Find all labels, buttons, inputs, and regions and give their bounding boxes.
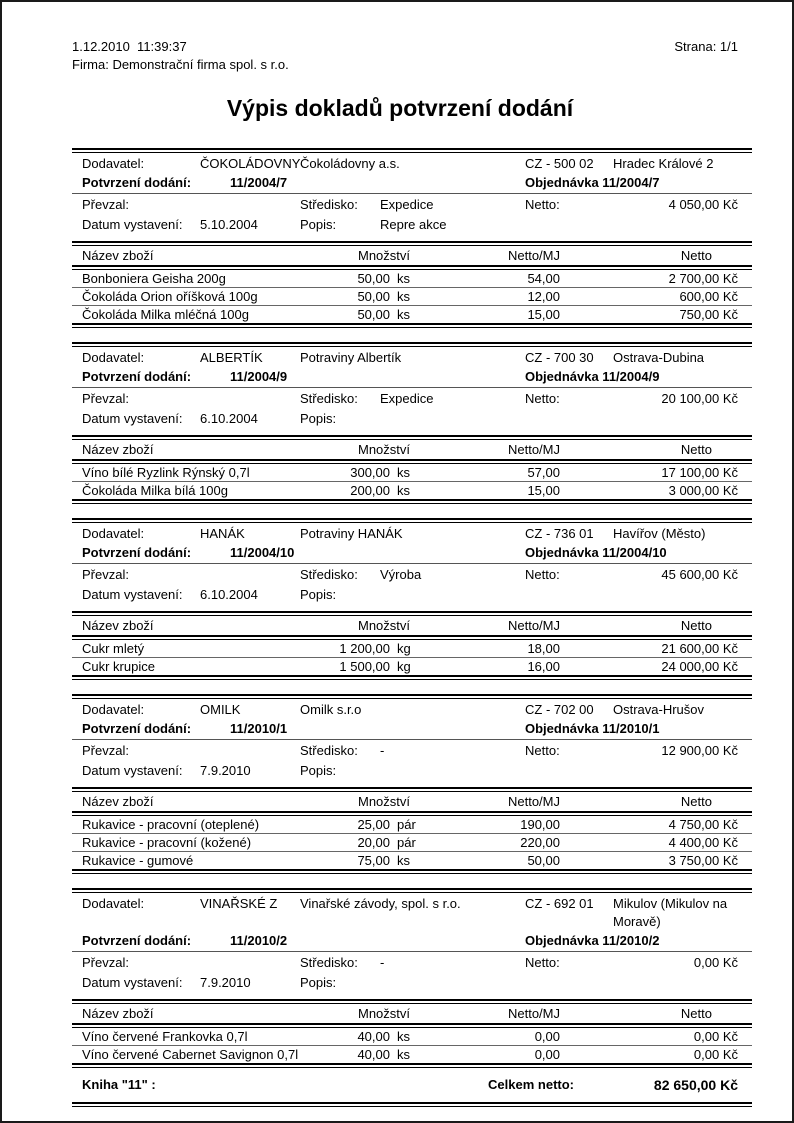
items — [72, 464, 752, 499]
prevzal-row — [72, 388, 752, 408]
table-bottom-rule — [72, 323, 752, 328]
supplier-row — [72, 893, 752, 931]
stredisko-label: Středisko: — [300, 197, 358, 212]
doc-number: 11/2004/10 — [230, 545, 295, 560]
supplier-city: Havířov (Město) — [613, 526, 706, 541]
prevzal-label: Převzal: — [82, 743, 129, 758]
item-name: Cukr mletý — [82, 641, 145, 656]
doc-label: Potvrzení dodání: — [82, 175, 192, 190]
item-netto: 750,00 Kč — [679, 307, 738, 322]
item-netto-mj: 18,00 — [527, 641, 560, 656]
table-header-row — [72, 616, 752, 635]
item-unit: ks — [397, 271, 410, 286]
item-row — [72, 657, 752, 675]
table-header-row — [72, 440, 752, 459]
stredisko-value: Výroba — [380, 567, 422, 582]
item-netto: 3 750,00 Kč — [668, 853, 738, 868]
item-name: Víno červené Cabernet Savignon 0,7l — [82, 1047, 299, 1062]
items — [72, 1028, 752, 1063]
netto-label: Netto: — [525, 197, 560, 212]
doc-row — [72, 367, 752, 387]
report-title: Výpis dokladů potvrzení dodání — [226, 95, 574, 121]
item-row — [72, 287, 752, 305]
order-number: Objednávka 11/2010/1 — [525, 721, 660, 736]
item-name: Rukavice - pracovní (oteplené) — [82, 817, 260, 832]
supplier-city: Mikulov (Mikulov na Moravě) — [613, 896, 728, 929]
item-qty: 40,00 — [357, 1029, 390, 1044]
items — [72, 640, 752, 675]
item-netto: 600,00 Kč — [679, 289, 738, 304]
item-netto: 4 400,00 Kč — [668, 835, 738, 850]
report-footer — [72, 1074, 752, 1107]
doc-number: 11/2004/7 — [230, 175, 288, 190]
doc-number: 11/2010/2 — [230, 933, 288, 948]
item-netto: 3 000,00 Kč — [668, 483, 738, 498]
item-netto: 21 600,00 Kč — [661, 641, 738, 656]
supplier-code: HANÁK — [200, 526, 245, 541]
report-header-left — [72, 38, 289, 74]
sections-container — [72, 148, 752, 1068]
prevzal-value — [200, 954, 300, 972]
item-unit: kg — [397, 659, 411, 674]
item-unit: ks — [397, 307, 410, 322]
col-header-netto: Netto — [680, 618, 712, 633]
item-unit: ks — [397, 465, 410, 480]
item-netto: 4 750,00 Kč — [668, 817, 738, 832]
supplier-postcode: CZ - 500 02 — [525, 156, 594, 171]
item-netto-mj: 15,00 — [527, 307, 560, 322]
col-header-qty: Množství — [357, 442, 410, 457]
datum-value: 6.10.2004 — [200, 411, 258, 426]
bottom-rule — [72, 1102, 752, 1107]
item-netto: 24 000,00 Kč — [661, 659, 738, 674]
item-row — [72, 270, 752, 287]
netto-label: Netto: — [525, 567, 560, 582]
supplier-postcode: CZ - 692 01 — [525, 896, 594, 911]
item-unit: pár — [397, 835, 416, 850]
netto-total: 0,00 Kč — [693, 955, 738, 970]
table-bottom-rule — [72, 499, 752, 504]
doc-label: Potvrzení dodání: — [82, 369, 192, 384]
supplier-postcode: CZ - 700 30 — [525, 350, 594, 365]
supplier-name: Vinařské závody, spol. s r.o. — [300, 896, 461, 911]
totals-row — [72, 1074, 752, 1096]
item-name: Bonboniera Geisha 200g — [82, 271, 226, 286]
item-row — [72, 833, 752, 851]
doc-label: Potvrzení dodání: — [82, 721, 192, 736]
item-unit: ks — [397, 289, 410, 304]
supplier-name: Potraviny Albertík — [300, 350, 402, 365]
col-header-netto-mj: Netto/MJ — [507, 1006, 560, 1021]
delivery-section — [72, 342, 752, 504]
col-header-qty: Množství — [357, 1006, 410, 1021]
report-header — [72, 38, 752, 74]
item-netto-mj: 190,00 — [520, 817, 560, 832]
doc-row — [72, 931, 752, 951]
stredisko-label: Středisko: — [300, 391, 358, 406]
delivery-section — [72, 694, 752, 874]
item-row — [72, 464, 752, 481]
stredisko-label: Středisko: — [300, 743, 358, 758]
item-qty: 40,00 — [357, 1047, 390, 1062]
popis-label: Popis: — [300, 975, 337, 990]
item-unit: ks — [397, 483, 410, 498]
supplier-code: VINAŘSKÉ Z — [200, 896, 278, 911]
item-name: Čokoláda Orion oříšková 100g — [82, 289, 258, 304]
items-table — [72, 241, 752, 328]
doc-label: Potvrzení dodání: — [82, 933, 192, 948]
item-netto-mj: 54,00 — [527, 271, 560, 286]
prevzal-value — [200, 566, 300, 584]
stredisko-value: - — [380, 955, 385, 970]
datum-row — [72, 408, 752, 432]
delivery-section — [72, 518, 752, 680]
supplier-code: ALBERTÍK — [200, 350, 263, 365]
item-row — [72, 816, 752, 833]
item-netto-mj: 220,00 — [520, 835, 560, 850]
netto-label: Netto: — [525, 955, 560, 970]
celkem-label: Celkem netto: — [488, 1077, 574, 1092]
supplier-row — [72, 153, 752, 173]
item-unit: pár — [397, 817, 416, 832]
page-number: Strana: 1/1 — [674, 39, 738, 54]
table-bottom-rule — [72, 1063, 752, 1068]
supplier-name: Čokoládovny a.s. — [300, 156, 400, 171]
item-unit: ks — [397, 1029, 410, 1044]
item-row — [72, 481, 752, 499]
table-header-row — [72, 246, 752, 265]
table-header-row — [72, 792, 752, 811]
col-header-qty: Množství — [357, 248, 410, 263]
celkem-value: 82 650,00 Kč — [653, 1077, 738, 1093]
item-netto-mj: 0,00 — [534, 1047, 560, 1062]
item-netto: 17 100,00 Kč — [661, 465, 738, 480]
item-qty: 50,00 — [357, 289, 390, 304]
popis-value — [380, 410, 525, 428]
item-row — [72, 305, 752, 323]
item-name: Víno červené Frankovka 0,7l — [82, 1029, 248, 1044]
col-header-qty: Množství — [357, 794, 410, 809]
supplier-label: Dodavatel: — [82, 702, 145, 717]
datum-row — [72, 760, 752, 784]
item-name: Cukr krupice — [82, 659, 155, 674]
popis-label: Popis: — [300, 217, 337, 232]
prevzal-row — [72, 740, 752, 760]
delivery-section — [72, 888, 752, 1068]
supplier-row — [72, 347, 752, 367]
stredisko-value: Expedice — [380, 197, 434, 212]
item-qty: 1 500,00 — [339, 659, 390, 674]
items-table — [72, 999, 752, 1068]
item-row — [72, 1028, 752, 1045]
prevzal-value — [200, 196, 300, 214]
item-row — [72, 1045, 752, 1063]
datum-label: Datum vystavení: — [82, 975, 183, 990]
datum-row — [72, 972, 752, 996]
order-number: Objednávka 11/2004/7 — [525, 175, 660, 190]
order-number: Objednávka 11/2004/9 — [525, 369, 660, 384]
item-name: Čokoláda Milka mléčná 100g — [82, 307, 249, 322]
prevzal-label: Převzal: — [82, 955, 129, 970]
table-bottom-rule — [72, 675, 752, 680]
popis-label: Popis: — [300, 411, 337, 426]
col-header-qty: Množství — [357, 618, 410, 633]
stredisko-label: Středisko: — [300, 567, 358, 582]
order-number: Objednávka 11/2004/10 — [525, 545, 667, 560]
datum-row — [72, 584, 752, 608]
item-row — [72, 851, 752, 869]
item-netto-mj: 50,00 — [527, 853, 560, 868]
item-netto: 0,00 Kč — [693, 1029, 738, 1044]
items-table — [72, 787, 752, 874]
kniha-label: Kniha "11" : — [82, 1077, 156, 1092]
datum-label: Datum vystavení: — [82, 587, 183, 602]
supplier-postcode: CZ - 736 01 — [525, 526, 594, 541]
item-unit: ks — [397, 853, 410, 868]
popis-value — [380, 586, 525, 604]
prevzal-value — [200, 742, 300, 760]
item-name: Rukavice - gumové — [82, 853, 194, 868]
supplier-label: Dodavatel: — [82, 526, 145, 541]
col-header-netto: Netto — [680, 248, 712, 263]
prevzal-label: Převzal: — [82, 197, 129, 212]
item-qty: 20,00 — [357, 835, 390, 850]
supplier-row — [72, 523, 752, 543]
item-qty: 50,00 — [357, 271, 390, 286]
prevzal-label: Převzal: — [82, 391, 129, 406]
datum-label: Datum vystavení: — [82, 411, 183, 426]
item-netto-mj: 0,00 — [534, 1029, 560, 1044]
supplier-name: Omilk s.r.o — [300, 702, 362, 717]
datum-label: Datum vystavení: — [82, 763, 183, 778]
col-header-name: Název zboží — [82, 794, 154, 809]
item-netto: 2 700,00 Kč — [668, 271, 738, 286]
col-header-name: Název zboží — [82, 618, 154, 633]
items — [72, 816, 752, 869]
table-header-row — [72, 1004, 752, 1023]
datum-value: 6.10.2004 — [200, 587, 258, 602]
item-qty: 25,00 — [357, 817, 390, 832]
item-qty: 1 200,00 — [339, 641, 390, 656]
col-header-netto-mj: Netto/MJ — [507, 618, 560, 633]
item-name: Čokoláda Milka bílá 100g — [82, 483, 228, 498]
doc-row — [72, 173, 752, 193]
prevzal-row — [72, 194, 752, 214]
delivery-section — [72, 148, 752, 328]
item-unit: kg — [397, 641, 411, 656]
col-header-name: Název zboží — [82, 248, 154, 263]
col-header-netto: Netto — [680, 1006, 712, 1021]
datum-value: 7.9.2010 — [200, 975, 251, 990]
netto-total: 12 900,00 Kč — [661, 743, 738, 758]
netto-total: 45 600,00 Kč — [661, 567, 738, 582]
col-header-netto: Netto — [680, 794, 712, 809]
supplier-postcode: CZ - 702 00 — [525, 702, 594, 717]
item-qty: 200,00 — [350, 483, 390, 498]
table-bottom-rule — [72, 869, 752, 874]
item-name: Rukavice - pracovní (kožené) — [82, 835, 252, 850]
item-unit: ks — [397, 1047, 410, 1062]
items — [72, 270, 752, 323]
datum-row — [72, 214, 752, 238]
col-header-netto-mj: Netto/MJ — [507, 442, 560, 457]
supplier-label: Dodavatel: — [82, 350, 145, 365]
item-netto-mj: 16,00 — [527, 659, 560, 674]
item-netto-mj: 57,00 — [527, 465, 560, 480]
col-header-name: Název zboží — [82, 442, 154, 457]
stredisko-value: Expedice — [380, 391, 434, 406]
items-table — [72, 611, 752, 680]
supplier-code: ČOKOLÁDOVNY — [200, 156, 301, 171]
stredisko-label: Středisko: — [300, 955, 358, 970]
prevzal-label: Převzal: — [82, 567, 129, 582]
supplier-city: Hradec Králové 2 — [613, 156, 714, 171]
supplier-label: Dodavatel: — [82, 156, 145, 171]
prevzal-row — [72, 952, 752, 972]
stredisko-value: - — [380, 743, 385, 758]
netto-total: 4 050,00 Kč — [668, 197, 738, 212]
datum-value: 7.9.2010 — [200, 763, 251, 778]
item-name: Víno bílé Ryzlink Rýnský 0,7l — [82, 465, 250, 480]
doc-number: 11/2010/1 — [230, 721, 288, 736]
item-netto-mj: 12,00 — [527, 289, 560, 304]
item-netto-mj: 15,00 — [527, 483, 560, 498]
supplier-row — [72, 699, 752, 719]
doc-number: 11/2004/9 — [230, 369, 288, 384]
doc-label: Potvrzení dodání: — [82, 545, 192, 560]
popis-label: Popis: — [300, 587, 337, 602]
item-netto: 0,00 Kč — [693, 1047, 738, 1062]
doc-row — [72, 719, 752, 739]
col-header-netto: Netto — [680, 442, 712, 457]
item-qty: 300,00 — [350, 465, 390, 480]
supplier-name: Potraviny HANÁK — [300, 526, 403, 541]
col-header-netto-mj: Netto/MJ — [507, 248, 560, 263]
datum-value: 5.10.2004 — [200, 217, 258, 232]
supplier-code: OMILK — [200, 702, 241, 717]
popis-value — [380, 974, 525, 992]
col-header-netto-mj: Netto/MJ — [507, 794, 560, 809]
item-qty: 75,00 — [357, 853, 390, 868]
netto-total: 20 100,00 Kč — [661, 391, 738, 406]
report-datetime: 1.12.2010 11:39:37 — [72, 39, 187, 54]
netto-label: Netto: — [525, 391, 560, 406]
company-name: Firma: Demonstrační firma spol. s r.o. — [72, 57, 289, 72]
netto-label: Netto: — [525, 743, 560, 758]
popis-value: Repre akce — [380, 217, 447, 232]
items-table — [72, 435, 752, 504]
supplier-label: Dodavatel: — [82, 896, 145, 911]
datum-label: Datum vystavení: — [82, 217, 183, 232]
popis-value — [380, 762, 525, 780]
supplier-city: Ostrava-Dubina — [613, 350, 705, 365]
supplier-city: Ostrava-Hrušov — [613, 702, 705, 717]
col-header-name: Název zboží — [82, 1006, 154, 1021]
prevzal-value — [200, 390, 300, 408]
doc-row — [72, 543, 752, 563]
order-number: Objednávka 11/2010/2 — [525, 933, 660, 948]
item-qty: 50,00 — [357, 307, 390, 322]
prevzal-row — [72, 564, 752, 584]
item-row — [72, 640, 752, 657]
popis-label: Popis: — [300, 763, 337, 778]
